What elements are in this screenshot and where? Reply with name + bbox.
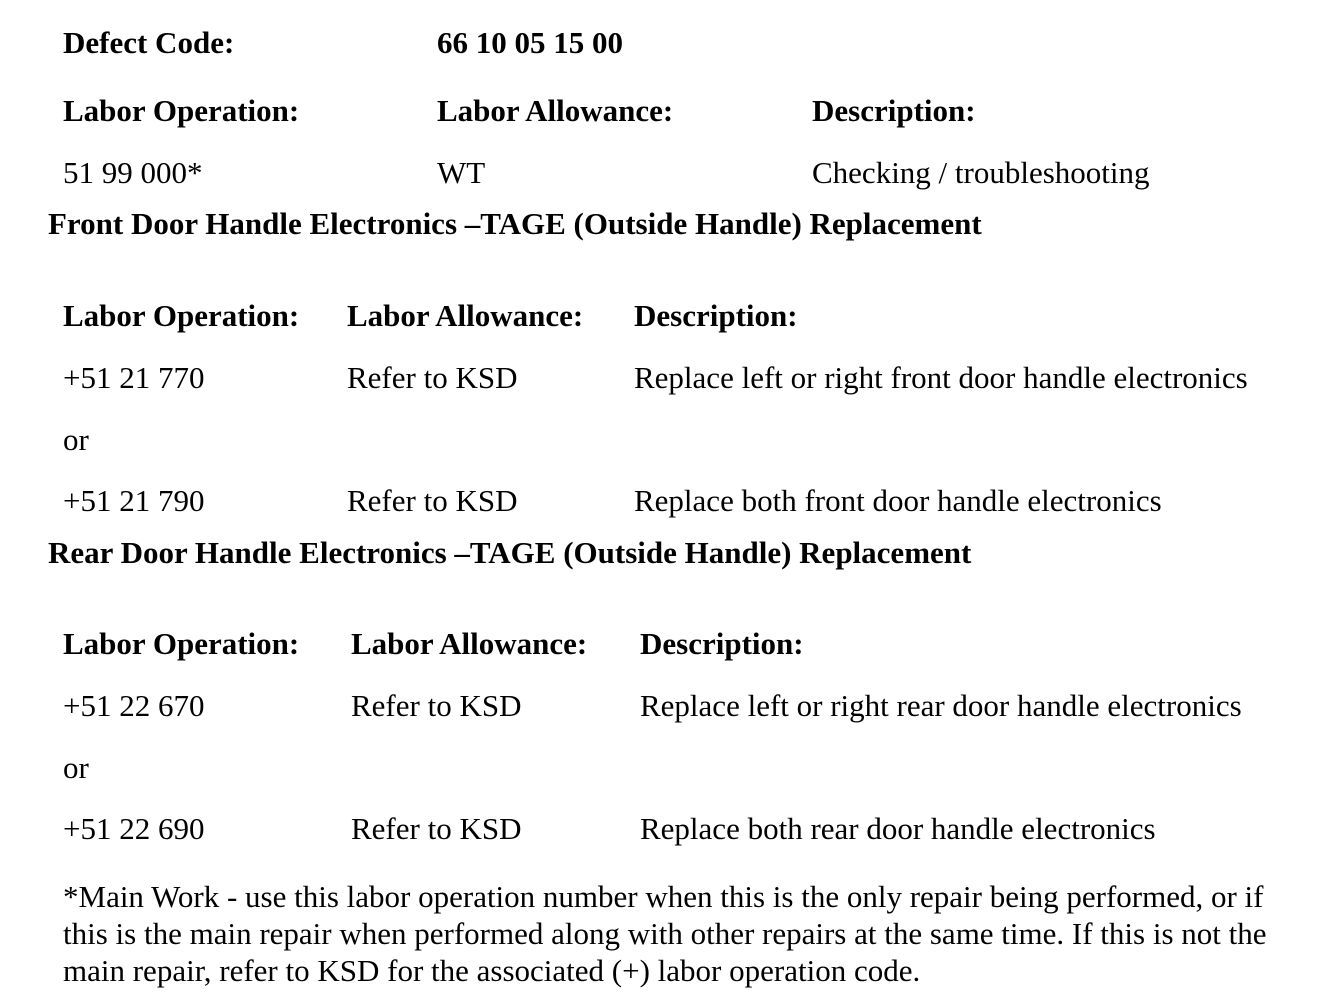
rear-row-2-allowance: Refer to KSD [351,811,522,846]
front-header-allowance: Labor Allowance: [347,298,584,333]
main-header-description: Description: [812,93,976,128]
front-row-2-description: Replace both front door handle electronics [634,483,1162,518]
rear-header-description: Description: [640,626,804,661]
rear-row-2-operation: +51 22 690 [63,811,205,846]
front-row-2-allowance: Refer to KSD [347,483,518,518]
rear-row-1-operation: +51 22 670 [63,688,205,723]
main-row-operation: 51 99 000* [63,155,203,190]
main-header-allowance: Labor Allowance: [437,93,674,128]
front-header-description: Description: [634,298,798,333]
rear-row-1-description: Replace left or right rear door handle electronics [640,688,1242,723]
defect-code-value: 66 10 05 15 00 [437,25,623,60]
rear-row-2-description: Replace both rear door handle electronics [640,811,1156,846]
front-row-1-operation: +51 21 770 [63,360,205,395]
front-row-2-operation: +51 21 790 [63,483,205,518]
main-row-description: Checking / troubleshooting [812,155,1150,190]
front-row-1-description: Replace left or right front door handle electronics [634,360,1248,395]
main-header-operation: Labor Operation: [63,93,300,128]
defect-code-label: Defect Code: [63,25,235,60]
footnote: *Main Work - use this labor operation number when this is the only repair being performed, or if this is the main repair when performed along with other repairs at the same time. If this is not the main repair, refer to KSD for the associated (+) labor operation code. [63,879,1267,988]
rear-header-allowance: Labor Allowance: [351,626,588,661]
rear-row-1-allowance: Refer to KSD [351,688,522,723]
main-row-allowance: WT [437,155,486,190]
front-row-1-allowance: Refer to KSD [347,360,518,395]
front-header-operation: Labor Operation: [63,298,300,333]
rear-or-separator: or [63,750,89,785]
rear-section-title: Rear Door Handle Electronics –TAGE (Outside Handle) Replacement [48,535,972,570]
front-section-title: Front Door Handle Electronics –TAGE (Outside Handle) Replacement [48,206,982,241]
rear-header-operation: Labor Operation: [63,626,300,661]
front-or-separator: or [63,422,89,457]
